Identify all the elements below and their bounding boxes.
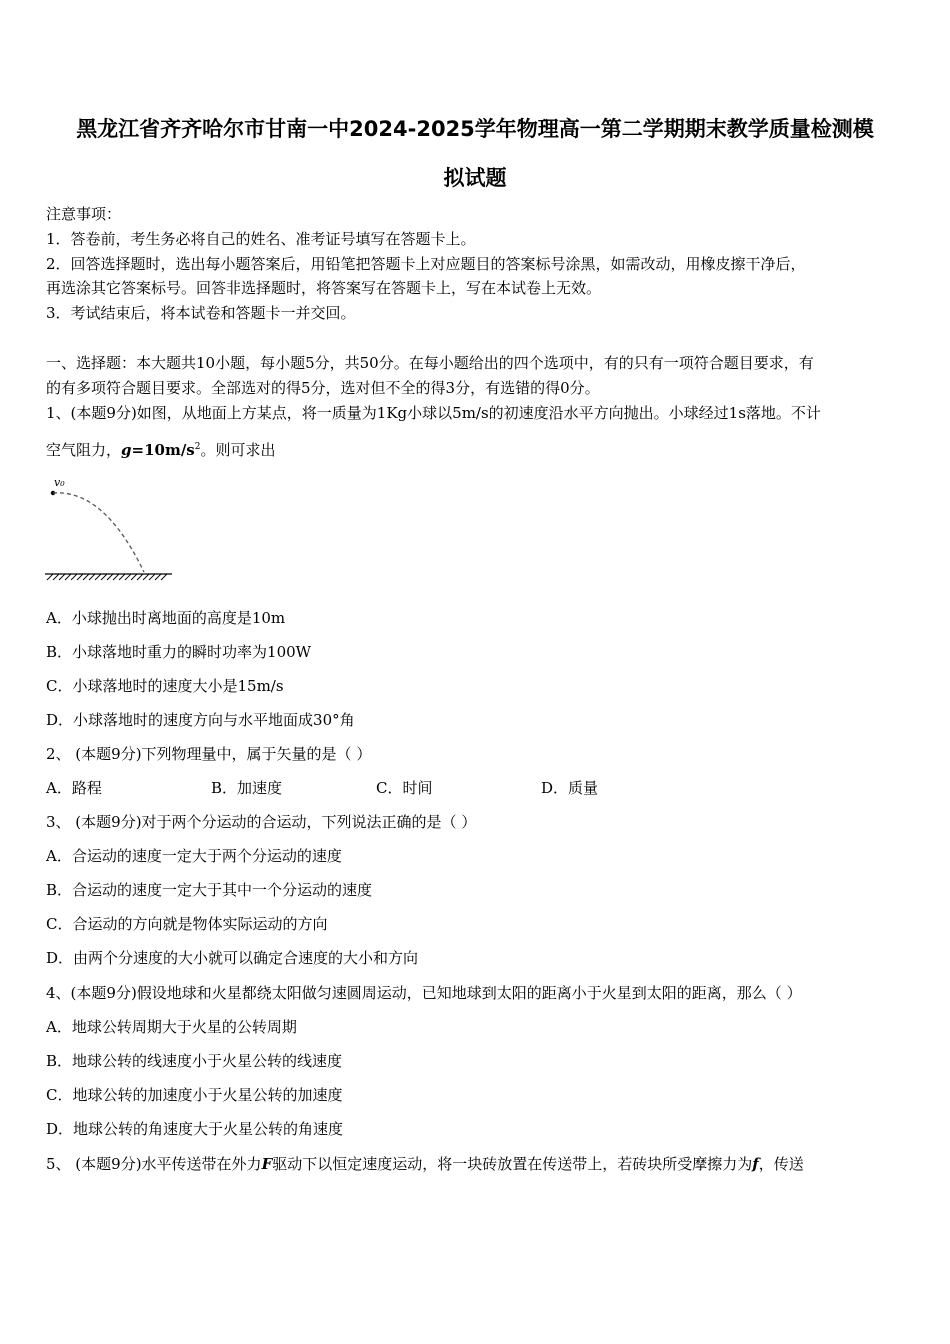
q2-options — [46, 777, 598, 798]
q5-stem-text-c: ，传送 — [758, 1155, 804, 1173]
q4-option-a: A．地球公转周期大于火星的公转周期 — [46, 1018, 297, 1036]
projectile-figure — [44, 472, 174, 584]
q1-g-exponent: 2 — [194, 442, 201, 452]
q5-stem — [46, 1153, 804, 1174]
q4-option-d: D．地球公转的角速度大于火星公转的角速度 — [46, 1120, 344, 1138]
section-intro-line-1: 一、选择题：本大题共10小题，每小题5分，共50分。在每小题给出的四个选项中，有的只有一项符合题目要求，有 — [46, 354, 814, 372]
q5-f-symbol: f — [752, 1155, 759, 1173]
q5-stem-text-a: 5、 (本题9分)水平传送带在外力 — [46, 1155, 262, 1173]
q1-option-b: B．小球落地时重力的瞬时功率为100W — [46, 643, 312, 661]
notice-item-2: 2．回答选择题时，选出每小题答案后，用铅笔把答题卡上对应题目的答案标号涂黑，如需改动，用橡皮擦干净后， — [46, 255, 806, 273]
q4-option-c: C．地球公转的加速度小于火星公转的加速度 — [46, 1086, 343, 1104]
q1-option-d: D．小球落地时的速度方向与水平地面成30°角 — [46, 711, 355, 729]
q1-stem-text-a: 空气阻力， — [46, 441, 122, 459]
q1-option-c: C．小球落地时的速度大小是15m/s — [46, 677, 284, 695]
page-title-line-2: 拟试题 — [443, 166, 507, 190]
q3-stem: 3、 (本题9分)对于两个分运动的合运动，下列说法正确的是（ ） — [46, 813, 477, 831]
q2-stem: 2、 (本题9分)下列物理量中，属于矢量的是（ ） — [46, 745, 372, 763]
page-title-line-1: 黑龙江省齐齐哈尔市甘南一中2024-2025学年物理高一第二学期期末教学质量检测模 — [76, 117, 874, 141]
section-intro-line-2: 的有多项符合题目要求。全部选对的得5分，选对但不全的得3分，有选错的得0分。 — [46, 379, 600, 397]
q2-option-a: A．路程 — [46, 779, 102, 797]
q4-option-b: B．地球公转的线速度小于火星公转的线速度 — [46, 1052, 343, 1070]
notice-item-1: 1．答卷前，考生务必将自己的姓名、准考证号填写在答题卡上。 — [46, 230, 476, 248]
notice-heading: 注意事项： — [46, 205, 122, 223]
q1-g-symbol: g — [121, 441, 132, 459]
q5-stem-text-b: 驱动下以恒定速度运动，将一块砖放置在传送带上，若砖块所受摩擦力为 — [272, 1155, 753, 1173]
trajectory-curve — [53, 493, 144, 572]
q1-option-a: A．小球抛出时离地面的高度是10m — [46, 609, 286, 627]
q3-option-b: B．合运动的速度一定大于其中一个分运动的速度 — [46, 881, 373, 899]
notice-item-2-cont: 再选涂其它答案标号。回答非选择题时，将答案写在答题卡上，写在本试卷上无效。 — [46, 279, 602, 297]
q1-g-value: =10m/s — [131, 441, 195, 459]
q1-stem-text-c: 。则可求出 — [200, 441, 276, 459]
q1-stem-line-2 — [46, 439, 276, 460]
q4-stem: 4、(本题9分)假设地球和火星都绕太阳做匀速圆周运动，已知地球到太阳的距离小于火星到太阳的距离，那么（ ） — [46, 984, 802, 1002]
q2-option-b: B．加速度 — [211, 779, 283, 797]
q3-option-c: C．合运动的方向就是物体实际运动的方向 — [46, 915, 328, 933]
figure-v0-label: v₀ — [54, 476, 65, 489]
ground-hatching — [47, 574, 167, 580]
q5-F-symbol: F — [261, 1155, 273, 1173]
q3-option-d: D．由两个分速度的大小就可以确定合速度的大小和方向 — [46, 949, 419, 967]
notice-item-3: 3．考试结束后，将本试卷和答题卡一并交回。 — [46, 304, 356, 322]
q3-option-a: A．合运动的速度一定大于两个分运动的速度 — [46, 847, 342, 865]
q2-option-d: D．质量 — [541, 779, 599, 797]
q2-option-c: C．时间 — [376, 779, 433, 797]
q1-stem-line-1: 1、(本题9分)如图，从地面上方某点，将一质量为1Kg小球以5m/s的初速度沿水平方向抛出。小球经过1s落地。不计 — [46, 404, 821, 422]
